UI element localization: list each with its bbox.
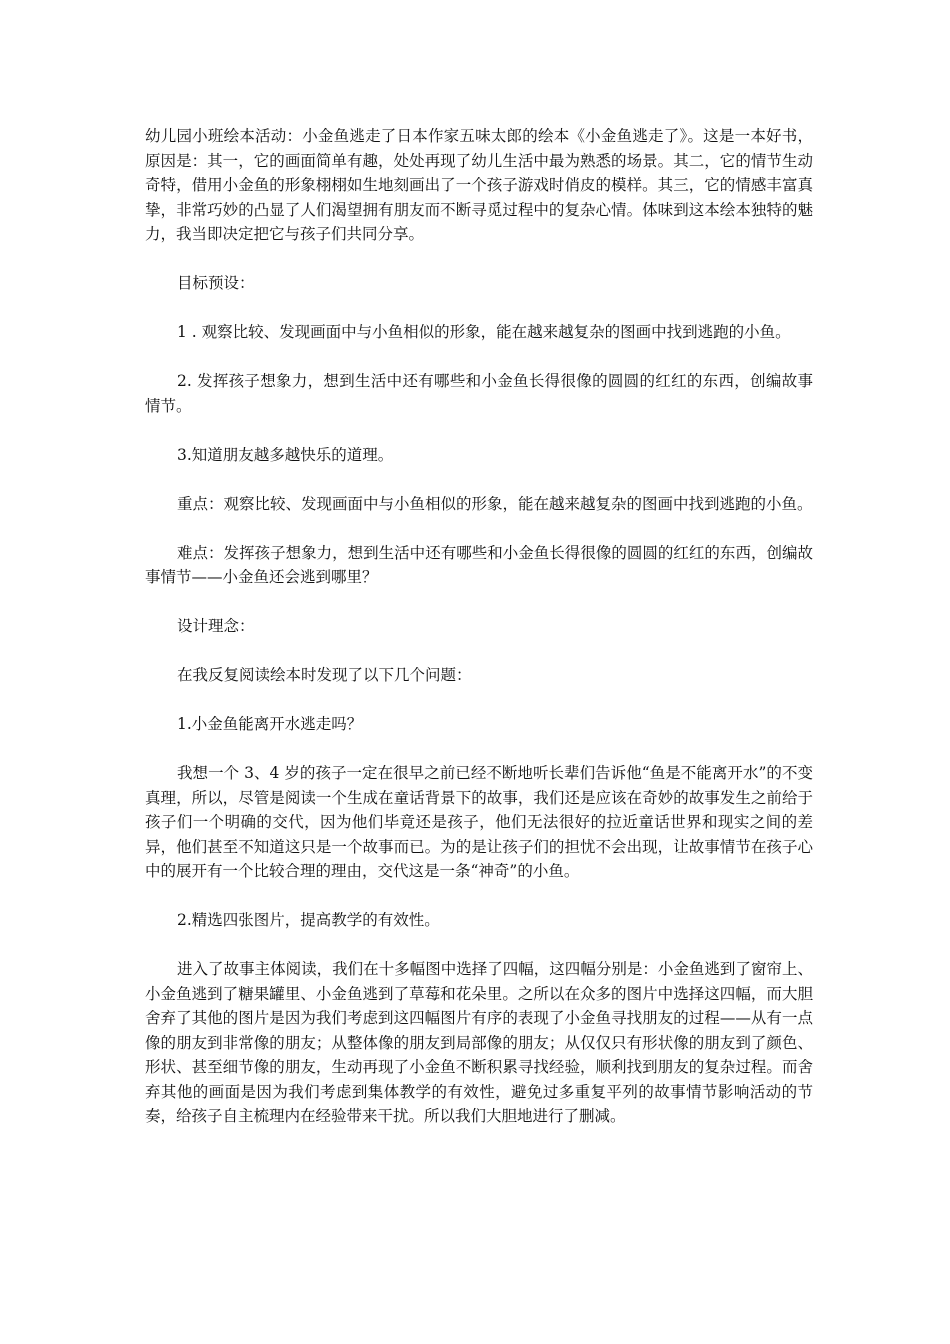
goals-heading: 目标预设： — [177, 274, 255, 292]
goal-item-3: 3.知道朋友越多越快乐的道理。 — [177, 445, 394, 464]
key-point-paragraph: 重点：观察比较、发现画面中与小鱼相似的形象，能在越来越复杂的图画中找到逃跑的小鱼。 — [177, 494, 813, 513]
difficulty-paragraph: 难点：发挥孩子想象力，想到生活中还有哪些和小金鱼长得很像的圆圆的红红的东西，创编故事情节——小金鱼还会逃到哪里？ — [145, 543, 813, 586]
question-1-heading: 1.小金鱼能离开水逃走吗？ — [177, 715, 363, 733]
goal-item-2: 2. 发挥孩子想象力，想到生活中还有哪些和小金鱼长得很像的圆圆的红红的东西，创编故事情节。 — [145, 372, 813, 415]
intro-paragraph: 幼儿园小班绘本活动：小金鱼逃走了日本作家五味太郎的绘本《小金鱼逃走了》。这是一本好书，原因是：其一，它的画面简单有趣，处处再现了幼儿生活中最为熟悉的场景。其二，它的情节生动奇特，借用小金鱼的形象栩栩如生地刻画出了一个孩子游戏时俏皮的模样。其三，它的情感丰富真挚，非常巧妙的凸显了人们渴望拥有朋友而不断寻觅过程中的复杂心情。体味到这本绘本独特的魅力，我当即决定把它与孩子们共同分享。 — [145, 127, 813, 243]
design-concept-heading: 设计理念： — [177, 617, 255, 635]
goal-item-1: 1 . 观察比较、发现画面中与小鱼相似的形象，能在越来越复杂的图画中找到逃跑的小鱼。 — [177, 323, 791, 341]
point-2-paragraph: 进入了故事主体阅读，我们在十多幅图中选择了四幅，这四幅分别是：小金鱼逃到了窗帘上、小金鱼逃到了糖果罐里、小金鱼逃到了草莓和花朵里。之所以在众多的图片中选择这四幅，而大胆舍弃了其他的图片是因为我们考虑到这四幅图片有序的表现了小金鱼寻找朋友的过程——从有一点像的朋友到非常像的朋友；从整体像的朋友到局部像的朋友；从仅仅只有形状像的朋友到了颜色、形状、甚至细节像的朋友，生动再现了小金鱼不断积累寻找经验，顺利找到朋友的复杂过程。而舍弃其他的画面是因为我们考虑到集体教学的有效性，避免过多重复平列的故事情节影响活动的节奏，给孩子自主梳理内在经验带来干扰。所以我们大胆地进行了删减。 — [145, 960, 813, 1125]
point-2-heading: 2.精选四张图片，提高教学的有效性。 — [177, 911, 440, 929]
question-1-paragraph: 我想一个 3、4 岁的孩子一定在很早之前已经不断地听长辈们告诉他“鱼是不能离开水”的不变真理，所以，尽管是阅读一个生成在童话背景下的故事，我们还是应该在奇妙的故事发生之前给于孩子们一个明确的交代，因为他们毕竟还是孩子，他们无法很好的拉近童话世界和现实之间的差异，他们甚至不知道这只是一个故事而已。为的是让孩子们的担忧不会出现，让故事情节在孩子心中的展开有一个比较合理的理由，交代这是一条“神奇”的小鱼。 — [145, 764, 813, 880]
problems-intro-paragraph: 在我反复阅读绘本时发现了以下几个问题： — [177, 666, 472, 684]
document-body — [145, 124, 813, 1153]
